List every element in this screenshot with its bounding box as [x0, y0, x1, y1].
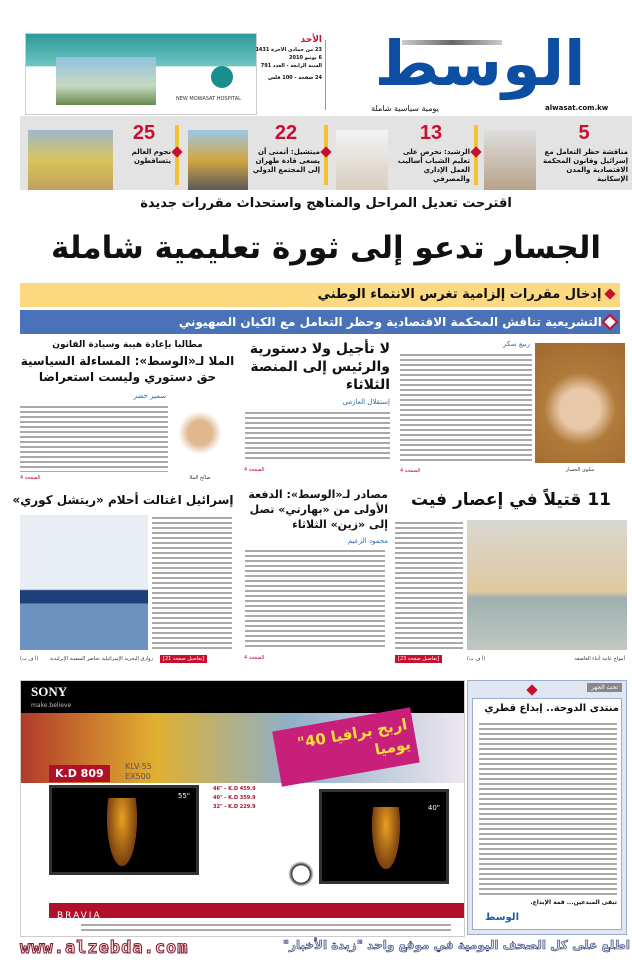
- pages-price: 24 صفحة - 100 فلس: [268, 75, 322, 81]
- sony-ad[interactable]: [20, 680, 465, 937]
- teaser-text: مناقشة حظر التعامل مع إسرائيل وقانون المحكمة الاقتصادية والمدن الإسكانية: [543, 148, 628, 183]
- lead-byline: ربيع سكر: [503, 340, 530, 348]
- story3-photo-caption: صالح الملا: [189, 475, 211, 481]
- blue-bar-text: التشريعية تناقش المحكمة الاقتصادية وحظر التعامل مع الكيان الصهيوني: [178, 315, 602, 329]
- tagline: يومية سياسية شاملة: [371, 104, 439, 113]
- teaser-2[interactable]: [336, 118, 472, 188]
- blue-bar: [20, 310, 620, 334]
- teaser-3[interactable]: [188, 118, 322, 188]
- story4-photo: [467, 520, 627, 650]
- trophy-icon: [372, 807, 400, 869]
- teaser-text: نجوم العالم يتساقطون: [131, 148, 171, 165]
- story6-caption: زوارق البحرية الإسرائيلية تحاصر السفينة الإيرلندية: [49, 656, 153, 662]
- story3-headline: الملا لـ«الوسط»: المساءلة السياسية حق دستوري وليست استعراضا: [20, 354, 235, 384]
- story2-body: [245, 410, 390, 462]
- lead-photo-caption: سلوى الجسار: [565, 467, 595, 473]
- diamond-icon: [526, 684, 537, 695]
- tv-size: 55": [177, 792, 190, 800]
- lead-jump: الصفحة 4: [400, 468, 421, 474]
- gregorian-date: 6 يونيو 2010: [289, 55, 322, 61]
- lead-headline: الجسار تدعو إلى ثورة تعليمية شاملة: [50, 230, 602, 266]
- tv-40: [319, 789, 449, 884]
- tv-55: [49, 785, 199, 875]
- column-body: [479, 721, 617, 895]
- story6-body: [152, 515, 232, 650]
- website: alwasat.com.kw: [545, 104, 609, 112]
- story5-headline: مصادر لـ«الوسط»: الدفعة الأولى من «بهارتي» تصل إلى «زين» الثلاثاء: [248, 488, 388, 531]
- teaser-photo: [336, 130, 388, 190]
- lead-photo: [535, 343, 625, 463]
- footer-text: اطلع على كل الصحف اليومية في موقع واحد "زبدة الأخبار": [282, 938, 630, 952]
- divider: [325, 40, 326, 110]
- teaser-text: ميتشيل: أتمنى أن يسعى قادة طهران إلى المجتمع الدولي: [252, 148, 320, 174]
- football-icon: [286, 859, 316, 889]
- day: الأحد: [300, 35, 322, 45]
- price-badge: K.D 809: [49, 765, 110, 782]
- story5-byline: محمود الزعيم: [347, 537, 388, 545]
- masthead-ad[interactable]: [25, 33, 257, 115]
- dealers-list: [81, 922, 451, 934]
- story4-headline: 11 قتيلاً في إعصار فيت: [410, 490, 612, 510]
- price-item: 40" - K.D 359.9: [213, 795, 256, 801]
- story5-jump: الصفحة 4: [244, 655, 265, 661]
- issue-number: السنة الرابعة - العدد 791: [260, 63, 322, 69]
- teaser-4[interactable]: [25, 118, 173, 188]
- footer-url[interactable]: www.alzebda.com: [20, 938, 189, 958]
- teaser-page: 5: [578, 122, 590, 144]
- hospital-photo: [56, 57, 156, 105]
- story3-photo: [172, 394, 228, 472]
- story5-body: [245, 548, 385, 650]
- story2-headline: لا تأجيل ولا دستورية والرئيس إلى المنصة الثلاثاء: [249, 341, 390, 393]
- column-signature: الوسط: [485, 912, 519, 923]
- yellow-bar-text: إدخال مقررات إلزامية تغرس الانتماء الوطني: [317, 287, 602, 302]
- story3-byline: سمير خضر: [133, 392, 166, 400]
- story4-caption: أمواج عاتية أثناء العاصفة: [574, 656, 625, 662]
- yellow-bar: [20, 283, 620, 307]
- story3-body: [20, 404, 168, 472]
- story6-credit: (أ ف ب): [20, 656, 39, 662]
- column-box: [467, 680, 627, 935]
- column-closing: تبقى المبدعين... قمة الإبداع.: [530, 899, 617, 906]
- story6-headline: إسرائيل اغتالت أحلام «ريتشل كوري»: [12, 493, 234, 507]
- teaser-photo: [28, 130, 113, 190]
- price-list: [213, 785, 256, 812]
- hijri-date: 23 من جمادى الآخرة 1431: [255, 47, 322, 53]
- diamond-icon: [604, 288, 615, 299]
- ad-caption: NEW MOWASAT HOSPITAL: [176, 96, 241, 102]
- column-label: تحت الجهر: [587, 683, 622, 692]
- column-headline: منتدى الدوحة.. إبداع قطري: [484, 703, 619, 714]
- date-column: [252, 34, 322, 82]
- story4-credit: (أ ف ب): [467, 656, 486, 662]
- teaser-page: 22: [274, 122, 298, 144]
- lead-body: [400, 352, 532, 464]
- price-item: 32" - K.D 229.9: [213, 804, 256, 810]
- teaser-photo: [484, 130, 536, 190]
- sony-logo: SONY: [31, 684, 68, 699]
- story4-body: [395, 520, 463, 650]
- trophy-icon: [107, 798, 137, 866]
- lead-kicker: اقترحت تعديل المراحل والمناهج واستحداث مقررات جديدة: [140, 196, 512, 211]
- teaser-1[interactable]: [478, 118, 632, 188]
- sony-slogan: make.believe: [31, 702, 72, 709]
- bravia-bar: [49, 903, 465, 921]
- hospital-logo: [211, 66, 233, 88]
- story4-tag[interactable]: [تفاصيل صفحة 23]: [395, 655, 442, 663]
- newspaper-logo: الوسط: [374, 27, 586, 100]
- teaser-page: 25: [132, 122, 156, 144]
- story2-jump: الصفحة 4: [244, 467, 265, 473]
- teaser-page: 13: [419, 122, 443, 144]
- teaser-text: الرشيد: نحرص على تعليم الشباب أساليب العمل الإداري والمصرفي: [397, 148, 470, 183]
- story6-photo: [20, 515, 148, 650]
- bravia-logo: BRAVIA: [57, 911, 102, 921]
- story2-byline: إستقلال العازمي: [342, 398, 390, 406]
- model-name: KLV-55 EX500: [125, 762, 152, 781]
- promo-text: اربح برافيا 40" يوميا: [272, 707, 420, 786]
- price-item: 46" - K.D 459.9: [213, 786, 256, 792]
- story3-jump: الصفحة 4: [20, 475, 41, 481]
- story6-tag[interactable]: [تفاصيل صفحة 21]: [160, 655, 207, 663]
- diamond-icon: [604, 316, 615, 327]
- tv-size: 40": [427, 804, 440, 812]
- teaser-photo: [188, 130, 248, 190]
- column-inner: [472, 698, 622, 930]
- story3-kicker: مطالبا بإعادة هيبة وسيادة القانون: [52, 340, 203, 350]
